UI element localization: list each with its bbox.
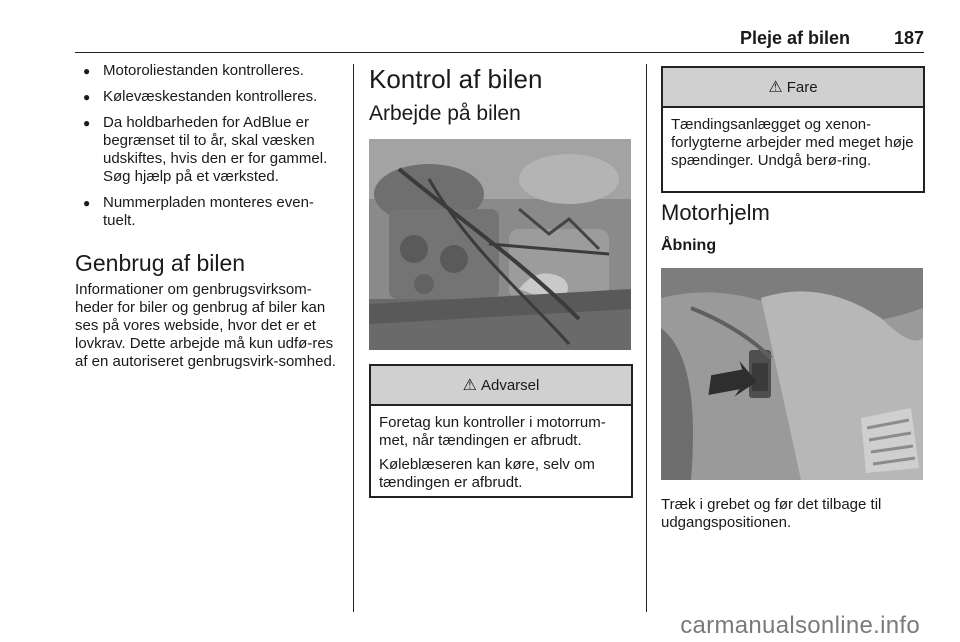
list-item: ● Kølevæskestanden kontrolleres. [75, 88, 345, 106]
list-item: ● Nummerpladen monteres even-tuelt. [75, 194, 345, 230]
column-3 [661, 198, 923, 256]
danger-box [661, 66, 925, 193]
section-title-genbrug: Genbrug af bilen [75, 250, 246, 276]
subsection-title-arbejde: Arbejde på bilen [369, 102, 521, 125]
warning-paragraph: Foretag kun kontroller i motorrum-met, når tændingen er afbrudt. [379, 414, 606, 449]
subsection-title-abning: Åbning [661, 237, 717, 254]
hood-release-illustration [661, 268, 923, 480]
list-item: ● Da holdbarheden for AdBlue er begrænset til to år, skal væsken udskiftes, hvis den er for gammel. Søg hjælp på et værksted. [75, 114, 345, 186]
column-divider-2 [646, 64, 647, 612]
watermark: carmanualsonline.info [680, 612, 920, 639]
danger-box-header [663, 68, 923, 108]
running-header-title: Pleje af bilen [739, 28, 850, 48]
column-2 [369, 62, 631, 128]
page-number: 187 [893, 28, 924, 48]
list-item: ● Motoroliestanden kontrolleres. [75, 62, 345, 80]
paragraph-traek: Træk i grebet og før det tilbage til udgangspositionen. [661, 496, 882, 531]
danger-paragraph: Tændingsanlægget og xenon-forlygterne arbejder med meget høje spændinger. Undgå berø-ring. [671, 116, 914, 169]
checklist [75, 62, 345, 230]
header-rule [75, 52, 924, 53]
warning-paragraph: Køleblæseren kan køre, selv om tændingen er afbrudt. [379, 456, 595, 491]
section-title-kontrol: Kontrol af bilen [369, 64, 543, 94]
section-title-motorhjelm: Motorhjelm [661, 200, 770, 225]
warning-box-header [371, 366, 631, 406]
column-divider-1 [353, 64, 354, 612]
danger-label: Fare [786, 78, 818, 96]
warning-triangle-icon: ⚠ [768, 79, 783, 96]
warning-label: Advarsel [480, 376, 540, 394]
warning-box [369, 364, 633, 498]
column-1 [75, 62, 345, 371]
engine-bay-illustration [369, 139, 631, 350]
warning-triangle-icon: ⚠ [462, 377, 477, 394]
paragraph-genbrug: Informationer om genbrugsvirksom-heder for biler og genbrug af biler kan ses på vores webside, hvor det er et lovkrav. Dette arbejde må kun udfø-res af en autoriseret genbrugsvirk-somhed. [75, 281, 336, 370]
